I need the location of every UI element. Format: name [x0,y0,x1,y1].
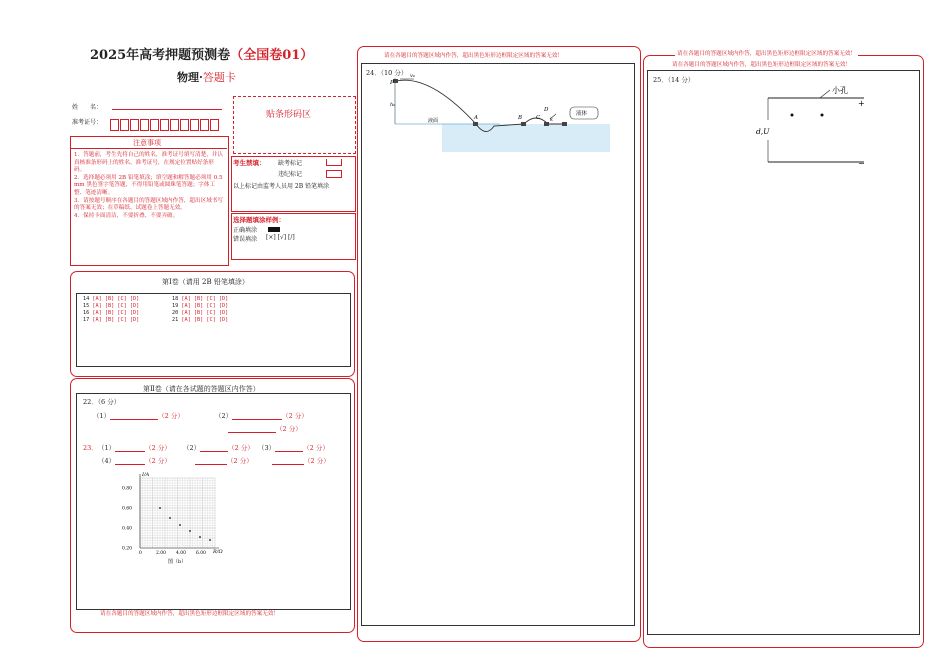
q25-label: 25．（14 分） [653,76,695,84]
q25-dU-label: d,U [756,127,770,136]
x-tick-label: 6.00 [196,551,207,556]
q25-minus-label: − [858,159,865,168]
q25-hole-label: 小孔 [832,86,848,95]
data-point [199,536,201,538]
q24-label: 24．（10 分） [366,69,408,77]
choice-row[interactable]: 17 [A] [B] [C] [D] [83,317,140,323]
q24-label-P: P [390,80,394,86]
q23-part6: （2 分） [272,456,330,465]
exam-title [90,44,313,63]
x-tick-label: 2.00 [156,551,167,556]
exam-title-paren: （全国卷01） [230,48,314,63]
q25-header-note-2: 请在各题目的答题区域内作答，超出黑色矩形边框限定区域的答案无效！ [672,62,852,68]
q23-part3: （3） （2 分） [258,444,329,452]
name-field[interactable] [112,109,222,110]
data-point [169,517,171,519]
q24-label-k: k [550,117,554,123]
violation-mark-box[interactable] [326,170,342,178]
data-point [179,524,181,526]
answer-card-label: 答题卡 [202,71,236,84]
choice-col-2 [172,296,228,324]
choice-row[interactable]: 21 [A] [B] [C] [D] [172,317,229,323]
subject-name: 物理· [177,71,203,84]
y-axis-label: I/A [142,472,150,478]
q22-label: 22．（6 分） [83,398,121,406]
wrong-fill-label: 错误填涂 [233,236,258,243]
q24-figure [390,74,610,154]
q23-part4: （4） （2 分） [98,457,171,465]
q22-blank-3[interactable] [228,425,276,433]
forbidden-title: 考生禁填： [233,159,266,167]
data-point [209,539,211,541]
wrong-fill-marks: [×] [√] [/] [266,234,295,241]
section2-footer-note: 请在各题目的答题区域内作答，超出黑色矩形边框限定区域的答案无效！ [100,611,280,617]
section2-title: 第Ⅱ卷（请在各试题的答题区内作答） [143,385,260,393]
absent-mark-box[interactable] [326,159,342,166]
choice-row[interactable]: 19 [A] [B] [C] [D] [172,303,229,309]
x-tick-label: 0 [139,551,142,556]
q23-blank-4[interactable] [115,457,145,465]
q24-label-v0: v₀ [410,74,415,79]
correct-fill-label: 正确填涂 [233,227,258,234]
q23-blank-1[interactable] [115,444,145,452]
q23-blank-3[interactable] [275,444,303,452]
x-axis-label: R/Ω [213,549,223,555]
q22-part2: （2） （2 分） [215,412,308,420]
q24-label-A: A [474,115,478,121]
q24-label-water: 液面 [428,118,439,124]
notice-item: 2．选择题必须用 2B 铅笔填涂；填空题和解答题必须用 0.5 mm 黑色签字笔答题，不得用铅笔或圆珠笔答题；字体工整、笔迹清晰。 [74,174,223,196]
q22-part1: （1） （2 分） [93,412,184,420]
q25-figure [752,84,874,170]
y-tick-label: 0.20 [122,546,133,552]
exam-id-label: 准考证号： [72,119,103,126]
q23-blank-2[interactable] [200,444,228,452]
y-tick-label: 0.40 [122,526,133,532]
barcode-area [233,96,356,154]
choice-row[interactable]: 20 [A] [B] [C] [D] [172,310,229,316]
forbidden-note: 以上标记由监考人员用 2B 铅笔填涂 [233,183,330,190]
q24-label-D: D [544,107,549,113]
q24-label-C: C [536,115,541,121]
choice-row[interactable]: 15 [A] [B] [C] [D] [83,303,140,309]
choice-row[interactable]: 16 [A] [B] [C] [D] [83,310,140,316]
notice-item: 1．答题前，考生先将自己的姓名，准考证号填写清楚，并认真核准条形码上的姓名、准考证号，在规定位置贴好条形码。 [74,152,223,174]
section1-title: 第Ⅰ卷（请用 2B 铅笔填涂） [162,278,249,286]
graph-caption: 图（b） [168,559,187,565]
q24-header-note: 请在各题目的答题区域内作答，超出黑色矩形边框限定区域的答案无效！ [384,53,564,59]
absent-label: 缺考标记 [278,160,303,167]
graph-axes [140,474,219,548]
notice-title: 注意事项 [133,139,161,147]
q22-part2b: （2 分） [228,424,302,433]
fill-sample-title: 选择题填涂样例： [233,216,285,224]
y-tick-label: 0.80 [122,486,133,492]
q23-part2: （2） （2 分） [183,444,254,452]
q25-plus-label: + [858,99,865,108]
q23-graph [120,470,230,566]
q24-label-liquid: 液体 [576,111,588,117]
choice-col-1 [83,296,139,324]
data-point [189,530,191,532]
y-tick-label: 0.60 [122,506,133,512]
q22-blank-2[interactable] [232,412,282,420]
notice-item: 3．请按题号顺序在各题目的答题区域内作答，超出区域书写的答案无效；在草稿纸、试题卷上答题无效。 [74,197,223,212]
q24-label-h0: h₀ [390,102,396,108]
q23-blank-5[interactable] [195,457,227,465]
barcode-label: 贴条形码区 [266,110,312,120]
q23-part1: （1） （2 分） [98,444,171,452]
choice-row[interactable]: 18 [A] [B] [C] [D] [172,296,229,302]
correct-fill-sample [268,227,280,232]
choice-row[interactable]: 14 [A] [B] [C] [D] [83,296,140,302]
q23-label: 23． [83,444,98,452]
notice-item: 4．保持卡面清洁，不要折叠、不要弄破。 [74,212,179,219]
data-point [159,507,161,509]
q22-blank-1[interactable] [110,412,158,420]
name-label: 姓 名： [72,104,103,111]
q24-label-B: B [518,115,523,121]
q25-header-note-1: 请在各题目的答题区域内作答，超出黑色矩形边框限定区域的答案无效！ [677,51,857,57]
graph-grid [140,478,215,548]
violation-label: 违纪标记 [278,171,303,178]
q23-blank-6[interactable] [272,457,304,465]
x-tick-label: 4.00 [176,551,187,556]
notice-list [74,152,224,220]
exam-title-main: 2025年高考押题预测卷 [90,48,231,63]
exam-id-grid[interactable] [110,116,220,135]
q23-part5: （2 分） [195,456,253,465]
subject-title [177,69,236,85]
